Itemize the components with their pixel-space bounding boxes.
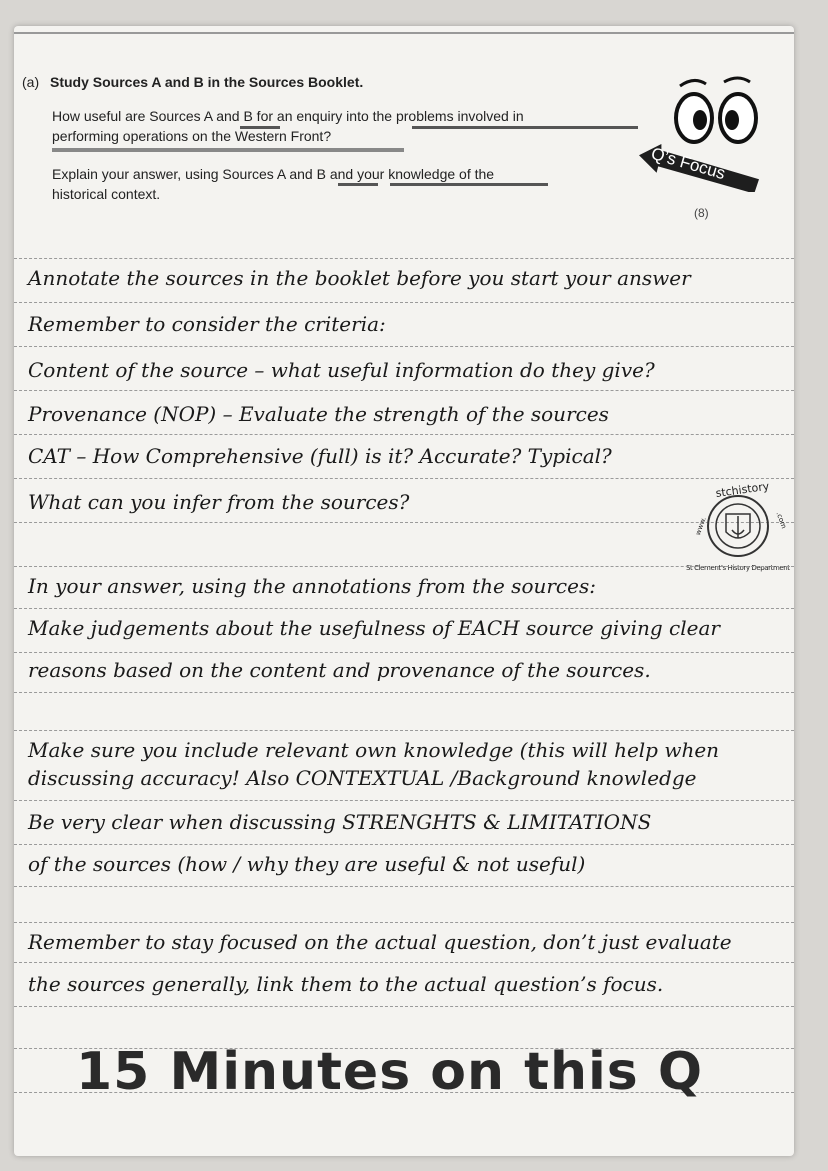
guide-line-5: CAT – How Comprehensive (full) is it? Accurate? Typical? [28, 444, 612, 468]
rule [14, 652, 794, 654]
logo-side-text: www. [693, 516, 708, 537]
rule [14, 800, 794, 802]
guide-line-6: What can you infer from the sources? [28, 490, 410, 514]
guide-line-1: Annotate the sources in the booklet before you start your answer [28, 266, 691, 290]
guide-line-13: of the sources (how / why they are useful & not useful) [28, 852, 586, 876]
rule [14, 346, 794, 348]
rule [14, 730, 794, 732]
question-line-4: historical context. [52, 186, 161, 202]
eyes-icon [666, 72, 766, 152]
highlight-sources [338, 183, 378, 186]
marks-value: (8) [694, 206, 709, 220]
rule [14, 922, 794, 924]
rule [14, 844, 794, 846]
rule [14, 566, 794, 568]
guide-line-4: Provenance (NOP) – Evaluate the strength of the sources [28, 402, 609, 426]
question-label: (a) [22, 74, 40, 90]
top-border [14, 32, 794, 34]
guide-line-10: Make sure you include relevant own knowledge (this will help when [28, 738, 720, 762]
q-focus-label: Q’s Focus [648, 143, 728, 184]
guide-line-3: Content of the source – what useful information do they give? [28, 358, 655, 382]
question-line-3: Explain your answer, using Sources A and B and your knowledge of the [52, 166, 495, 182]
rule [14, 478, 794, 480]
rule [14, 390, 794, 392]
question-title: Study Sources A and B in the Sources Booklet. [50, 74, 364, 90]
rule [14, 962, 794, 964]
guide-line-14: Remember to stay focused on the actual question, don’t just evaluate [28, 930, 732, 954]
guide-line-15: the sources generally, link them to the actual question’s focus. [28, 972, 664, 996]
highlight-knowledge [390, 183, 548, 186]
guide-line-2: Remember to consider the criteria: [28, 312, 386, 336]
rule [14, 608, 794, 610]
logo-top-text: stchistory [714, 479, 771, 501]
guide-line-8: Make judgements about the usefulness of EACH source giving clear [28, 616, 720, 640]
guide-line-7: In your answer, using the annotations from the sources: [28, 574, 596, 598]
logo-caption: St Clement’s History Department [686, 564, 790, 572]
logo-right-text: .com [774, 510, 788, 530]
question-line-2: performing operations on the Western Front? [52, 128, 332, 144]
rule [14, 886, 794, 888]
rule [14, 434, 794, 436]
guide-line-9: reasons based on the content and provenance of the sources. [28, 658, 651, 682]
worksheet-page [14, 26, 794, 1156]
guide-line-11: discussing accuracy! Also CONTEXTUAL /Background knowledge [28, 766, 697, 790]
guide-line-12: Be very clear when discussing STRENGHTS & LIMITATIONS [28, 810, 652, 834]
highlight-problems [412, 126, 638, 129]
rule [14, 522, 794, 524]
time-banner: 15 Minutes on this Q [76, 1042, 704, 1102]
question-line-1: How useful are Sources A and B for an enquiry into the problems involved in [52, 108, 524, 124]
rule [14, 302, 794, 304]
highlight-western-front [52, 148, 404, 152]
rule [14, 1006, 794, 1008]
school-logo-icon [686, 478, 794, 574]
rule [14, 692, 794, 694]
rule [14, 258, 794, 260]
